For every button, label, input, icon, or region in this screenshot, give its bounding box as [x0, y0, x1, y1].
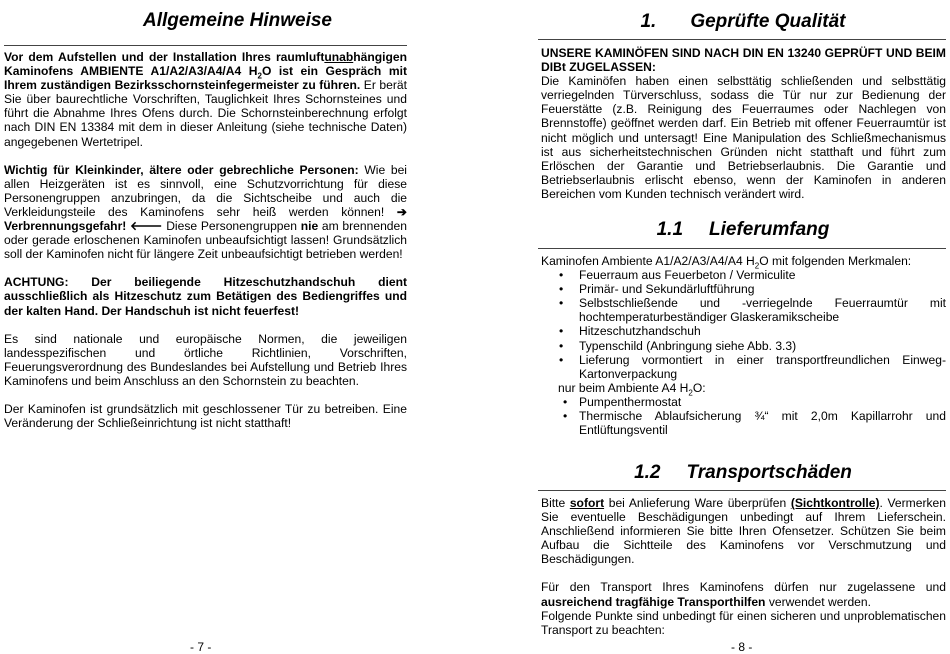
paragraph-transport: Für den Transport Ihres Kaminofens dürfen nur zugelassene und ausreichend tragfähige Transporthilfen verwendet werden.: [541, 580, 946, 609]
a4-list: [541, 395, 946, 437]
a4-intro: nur beim Ambiente A4 $H_2O$:: [558, 380, 706, 398]
paragraph-installation: Vor dem Aufstellen und der Installation Ihres raumluftunabhängigen Kaminofens AMBIENTE A1/A2/A3/A4/A4 $H_2O$ ist ein Gespräch mit Ihrem zuständigen Bezirksschornsteinfegermeister zu führen. Er berät Sie über baurechtliche Vorschriften, Tauglichkeit Ihres Schornsteines und führt die Abnahme Ihres Ofens durch. Die Schornsteinberechnung erfolgt nach DIN EN 13384 mit dem in dieser Anleitung (siehe technische Daten) angegebenen Wertetripel.: [4, 50, 407, 149]
section-1-body: UNSERE KAMINÖFEN SIND NACH DIN EN 13240 GEPRÜFT UND BEIM DIBt ZUGELASSEN: Die Kaminöfen haben einen selbsttätig schließenden und selbsttätig verriegelnden Türverschluss, sodass die Tür nur zur Bedienung der Feuerstätte (z.B. Reinigung des Feuerraumes oder Nachlegen von Brennstoffe) geöffnet werden darf. Ein Betrieb mit offener Feuerraumtür ist nicht möglich und untersagt! Eine Manipulation des Schließmechanismus ist aus sicherheitstechnischen Gründen nicht statthaft und führt zum Erlöschen der Garantie und Betriebserlaubnis. Die Garantie und Betriebserlaubnis erlischt ebenso, wenn der Kaminofen in anderen Bereichen vom Kunden technisch verändert wird.: [541, 46, 946, 201]
paragraph-norms: Es sind nationale und europäische Normen, die jeweiligen landesspezifischen und örtliche Richtlinien, Vorschriften, Feuerungsverordnung des Bundeslandes bei Aufstellung und Betrieb Ihres Kaminofens und beim Anschluss an den Schornstein zu beachten.: [4, 331, 407, 388]
list-item: • Lieferung vormontiert in einer transportfreundlichen Einweg-Kartonverpackung: [541, 353, 946, 381]
page-number: - 7 -: [190, 640, 212, 654]
list-item: • Hitzeschutzhandschuh: [541, 324, 946, 338]
section-heading-1: 1. Geprüfte Qualität: [640, 11, 846, 32]
scope-list: [541, 268, 946, 381]
list-item: • Pumpenthermostat: [541, 395, 946, 409]
list-item: • Thermische Ablaufsicherung ¾“ mit 2,0m Kapillarrohr und Entlüftungsventil: [541, 409, 946, 437]
paragraph-points: Folgende Punkte sind unbedingt für einen sicheren und unproblematischen Transport zu beachten:: [541, 608, 946, 637]
section-divider: [538, 490, 946, 491]
section-heading-1-1: 1.1 Lieferumfang: [656, 219, 830, 240]
list-item: • Selbstschließende und -verriegelnde Feuerraumtür mit hochtemperaturbeständiger Glaskeramikscheibe: [541, 296, 946, 324]
paragraph-door: Der Kaminofen ist grundsätzlich mit geschlossener Tür zu betreiben. Eine Veränderung der Schließeinrichtung ist nicht statthaft!: [4, 401, 407, 431]
list-item: • Primär- und Sekundärluftführung: [541, 282, 946, 296]
paragraph-glove-warning: ACHTUNG: Der beiliegende Hitzeschutzhandschuh dient ausschließlich als Hitzeschutz zum Betätigen des Bediengriffes und der kalten Hand. Der Handschuh ist nicht feuerfest!: [4, 275, 407, 318]
title-divider: [4, 45, 407, 46]
section-divider: [538, 248, 946, 249]
section-divider: [538, 39, 946, 40]
section-heading-1-2: 1.2 Transportschäden: [634, 462, 852, 483]
paragraph-inspection: Bitte sofort bei Anlieferung Ware überprüfen (Sichtkontrolle). Vermerken Sie eventuelle Beschädigungen unbedingt auf Ihrem Lieferschein. Anschließend informieren Sie bitte Ihren Ofensetzer. Schützen Sie beim Aufbau die Sichtteile des Kaminofens vor Verschmutzung und Beschädigungen.: [541, 496, 946, 567]
scope-intro: Kaminofen Ambiente A1/A2/A3/A4/A4 $H_2O$ mit folgenden Merkmalen:: [541, 254, 912, 271]
paragraph-children-warning: Wichtig für Kleinkinder, ältere oder gebrechliche Personen: Wie bei allen Heizgeräten ist es sinnvoll, eine Schutzvorrichtung für diese Personengruppen anzubringen, da die Sichtscheibe und auch die Verkleidungsteile des Kaminofens sehr heiß werden können! ➔ Verbrennungsgefahr! 🡐 Diese Personengruppen nie am brennenden oder gerade erloschenen Kaminofen unbeaufsichtigt lassen! Grundsätzlich soll der Kaminofen nicht für längere Zeit unbeaufsichtigt betrieben werden!: [4, 162, 407, 262]
section-1-2-body: [541, 496, 946, 637]
page-number: - 8 -: [731, 640, 753, 654]
section-1-1-body: [541, 254, 946, 437]
page-title: Allgemeine Hinweise: [142, 10, 332, 31]
list-item: • Typenschild (Anbringung siehe Abb. 3.3): [541, 339, 946, 353]
left-body: [4, 50, 407, 430]
list-item: • Feuerraum aus Feuerbeton / Vermiculite: [541, 268, 946, 282]
